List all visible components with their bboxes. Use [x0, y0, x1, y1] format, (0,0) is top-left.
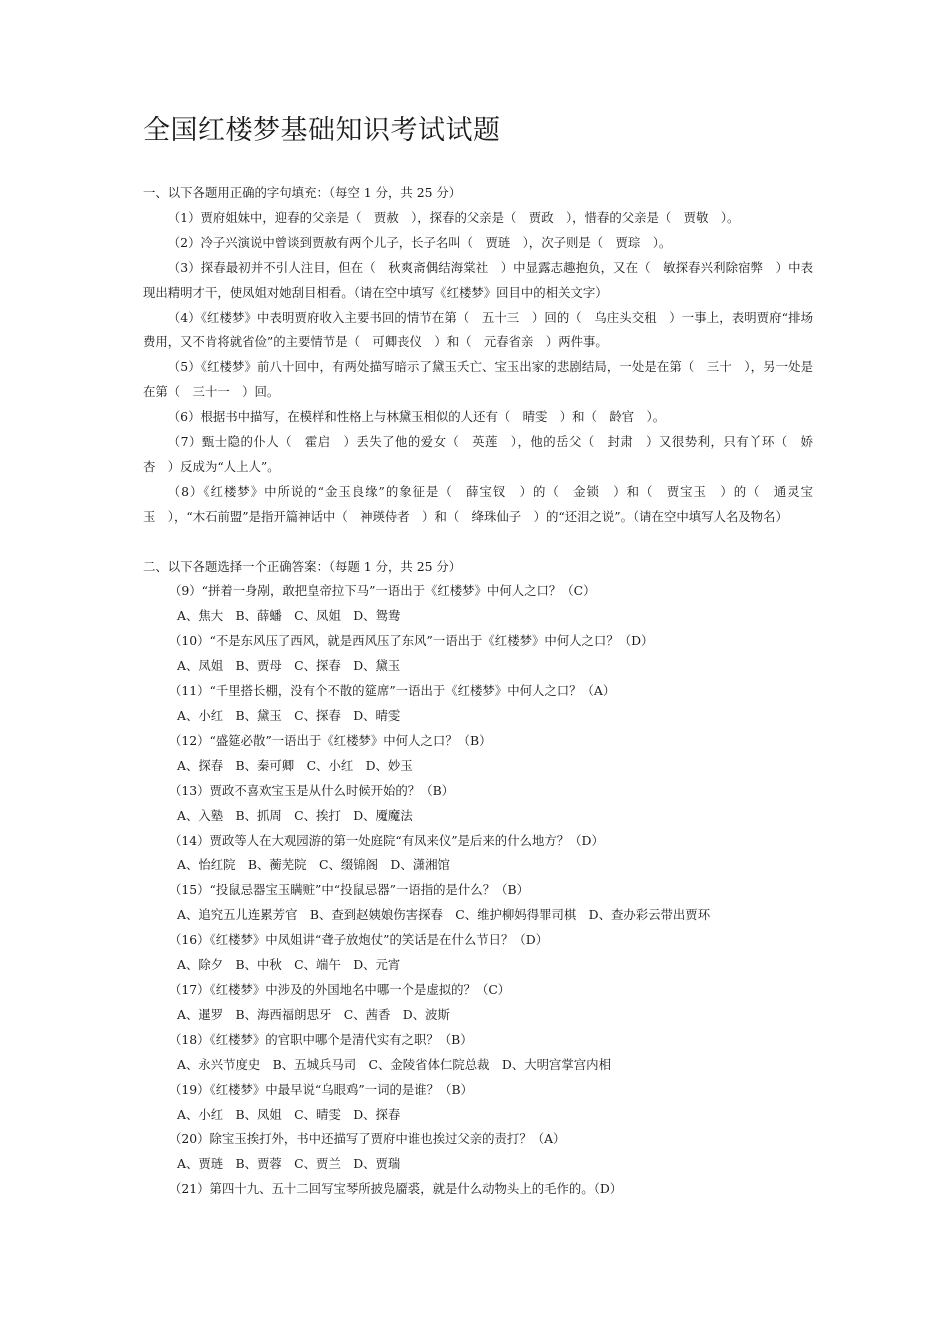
question: （14）贾政等人在大观园游的第一处庭院“有凤来仪”是后来的什么地方？（D） — [169, 832, 604, 848]
answer-options: A、凤姐 B、贾母 C、探春 D、黛玉 — [177, 658, 401, 674]
fill-in-item: （2）冷子兴演说中曾谈到贾赦有两个儿子，长子名叫（ 贾琏 ），次子则是（ 贾琮 ）。 — [167, 234, 672, 250]
section-1-heading: 一、以下各题用正确的字句填充：（每空 1 分，共 25 分） — [143, 185, 462, 200]
fill-in-item: （6）根据书中描写，在模样和性格上与林黛玉相似的人还有（ 晴雯 ）和（ 龄官 ）。 — [167, 409, 666, 425]
answer-options: A、暹罗 B、海西福朗思牙 C、茜香 D、波斯 — [177, 1006, 450, 1022]
question: （12）“盛筵必散”一语出于《红楼梦》中何人之口？（B） — [169, 732, 492, 748]
question: （13）贾政不喜欢宝玉是从什么时候开始的？（B） — [169, 782, 455, 798]
document-title: 全国红楼梦基础知识考试试题 — [143, 115, 501, 146]
answer-options: A、怡红院 B、蘅芜院 C、缀锦阁 D、潇湘馆 — [177, 857, 450, 873]
answer-options: A、除夕 B、中秋 C、端午 D、元宵 — [177, 957, 401, 973]
answer-options: A、探春 B、秦可卿 C、小红 D、妙玉 — [177, 757, 413, 773]
question: （10）“不是东风压了西风，就是西风压了东风”一语出于《红楼梦》中何人之口？（D） — [169, 633, 654, 649]
question: （11）“千里搭长棚，没有个不散的筵席”一语出于《红楼梦》中何人之口？（A） — [169, 683, 616, 699]
question: （21）第四十九、五十二回写宝琴所披凫靥裘，就是什么动物头上的毛作的。（D） — [169, 1181, 623, 1197]
answer-options: A、追究五儿连累芳官 B、查到赵姨娘伤害探春 C、维护柳妈得罪司棋 D、查办彩云带出贾环 — [177, 907, 711, 923]
fill-in-item: （8）《红楼梦》中所说的“金玉良缘”的象征是（ 薛宝钗 ）的（ 金锁 ）和（ 贾宝玉 ）的（ 通灵宝玉 ），“木石前盟”是指开篇神话中（ 神瑛侍者 ）和（ 绛珠仙子 ）的“还泪之说”。（请在空中填写人名及物名） — [143, 483, 813, 524]
section-2-heading: 二、以下各题选择一个正确答案：（每题 1 分，共 25 分） — [143, 558, 462, 574]
answer-options: A、小红 B、黛玉 C、探春 D、晴雯 — [177, 708, 401, 724]
fill-in-item: （1）贾府姐妹中，迎春的父亲是（ 贾赦 ），探春的父亲是（ 贾政 ），惜春的父亲是（ 贾敬 ）。 — [167, 209, 740, 225]
question: （9）“拼着一身剐，敢把皇帝拉下马”一语出于《红楼梦》中何人之口？（C） — [169, 583, 596, 599]
document-body — [143, 181, 813, 1202]
fill-in-item: （5）《红楼梦》前八十回中，有两处描写暗示了黛玉夭亡、宝玉出家的悲剧结局，一处是在第（ 三十 ），另一处是在第（ 三十一 ）回。 — [143, 359, 813, 400]
section-gap — [143, 530, 813, 555]
fill-in-item: （3）探春最初并不引人注目，但在（ 秋爽斋偶结海棠社 ）中显露志趣抱负，又在（ 敏探春兴利除宿弊 ）中表现出精明才干，使凤姐对她刮目相看。（请在空中填写《红楼梦》回目中的相关文字） — [143, 259, 813, 300]
answer-options: A、小红 B、凤姐 C、晴雯 D、探春 — [177, 1106, 401, 1122]
question: （19）《红楼梦》中最早说“乌眼鸡”一词的是谁？（B） — [169, 1081, 473, 1097]
fill-in-item: （4）《红楼梦》中表明贾府收入主要书回的情节在第（ 五十三 ）回的（ 乌庄头交租 ）一事上，表明贾府“排场费用，又不肯将就省俭”的主要情节是（ 可卿丧仪 ）和（ 元春省亲 ）两件事。 — [143, 309, 813, 350]
answer-options: A、永兴节度史 B、五城兵马司 C、金陵省体仁院总裁 D、大明宫掌宫内相 — [177, 1056, 611, 1072]
answer-options: A、贾琏 B、贾蓉 C、贾兰 D、贾瑞 — [177, 1156, 401, 1172]
question: （17）《红楼梦》中涉及的外国地名中哪一个是虚拟的？（C） — [169, 981, 511, 997]
question: （20）除宝玉挨打外，书中还描写了贾府中谁也挨过父亲的责打？（A） — [169, 1131, 566, 1147]
fill-in-item: （7）甄士隐的仆人（ 霍启 ）丢失了他的爱女（ 英莲 ），他的岳父（ 封肃 ）又很势利，只有丫环（ 娇杏 ）反成为“人上人”。 — [143, 434, 813, 474]
answer-options: A、焦大 B、薛蟠 C、凤姐 D、鸳鸯 — [177, 608, 401, 624]
question: （16）《红楼梦》中凤姐讲“聋子放炮仗”的笑话是在什么节日？（D） — [169, 932, 549, 948]
question: （18）《红楼梦》的官职中哪个是清代实有之职？（B） — [169, 1031, 473, 1047]
question: （15）“投鼠忌器宝玉瞒赃”中“投鼠忌器”一语指的是什么？（B） — [169, 882, 529, 898]
answer-options: A、入塾 B、抓周 C、挨打 D、魇魔法 — [177, 807, 413, 823]
